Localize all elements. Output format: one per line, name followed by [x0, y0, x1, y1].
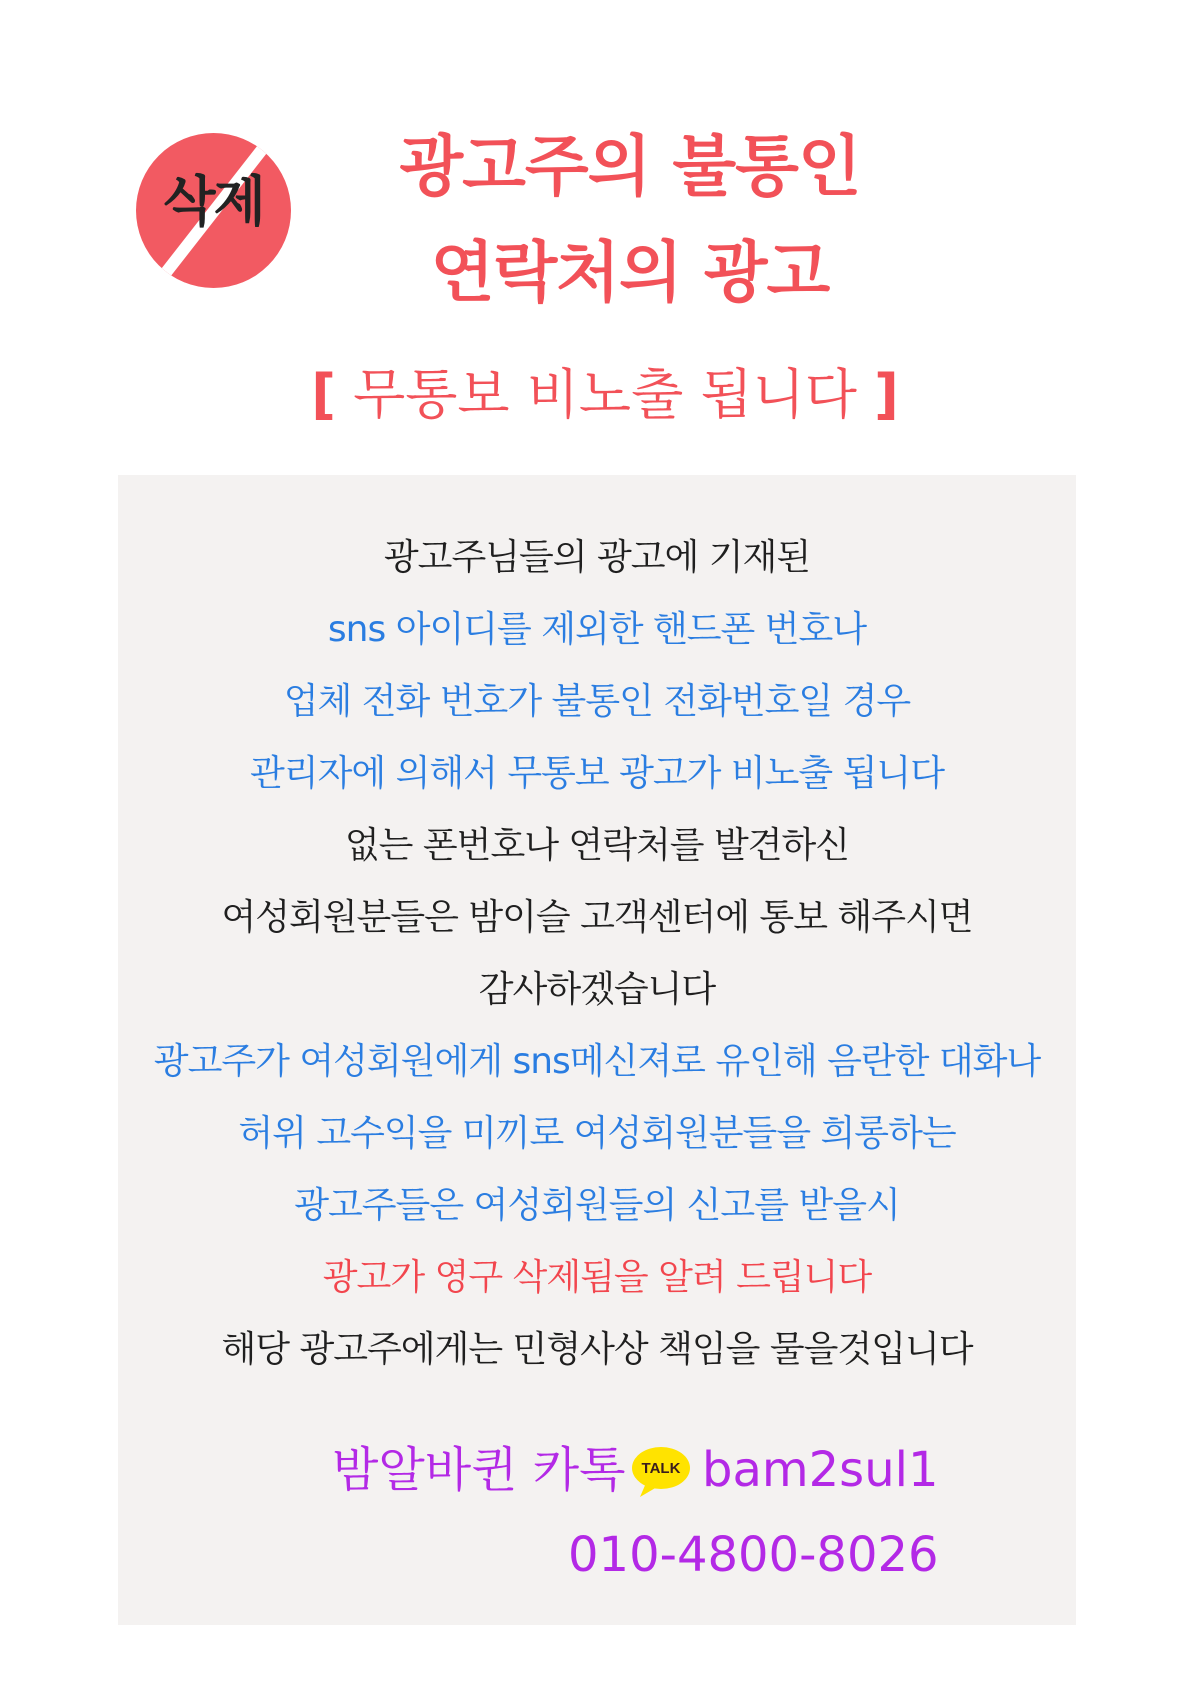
talk-badge-text: TALK — [641, 1460, 681, 1477]
notice-line: 허위 고수익을 미끼로 여성회원분들을 희롱하는 — [238, 1113, 956, 1154]
subtitle — [250, 360, 960, 430]
notice-line: 광고주가 여성회원에게 sns메신져로 유인해 음란한 대화나 — [153, 1041, 1041, 1082]
kakao-id[interactable]: bam2sul1 — [702, 1442, 939, 1498]
notice-line: 관리자에 의해서 무통보 광고가 비노출 됩니다 — [250, 753, 944, 794]
subtitle-text: 무통보 비노출 됩니다 — [353, 363, 857, 426]
notice-line: 광고주님들의 광고에 기재된 — [383, 537, 811, 578]
notice-line: 해당 광고주에게는 민형사상 책임을 물을것입니다 — [221, 1329, 973, 1370]
notice-line: 광고가 영구 삭제됨을 알려 드립니다 — [322, 1257, 872, 1298]
notice-line: sns 아이디를 제외한 핸드폰 번호나 — [327, 609, 867, 650]
subtitle-open-bracket: [ — [311, 363, 336, 426]
notice-line: 감사하겠습니다 — [478, 969, 716, 1010]
notice-panel — [118, 475, 1076, 1625]
notice-line: 업체 전화 번호가 불통인 전화번호일 경우 — [283, 681, 911, 722]
notice-line: 여성회원분들은 밤이슬 고객센터에 통보 해주시면 — [221, 897, 973, 938]
notice-line: 없는 폰번호나 연락처를 발견하신 — [344, 825, 850, 866]
title-line-1: 광고주의 불통인 — [399, 128, 861, 205]
badge-label: 삭제 — [163, 170, 264, 233]
phone-number[interactable]: 010-4800-8026 — [568, 1527, 939, 1583]
delete-badge — [136, 133, 291, 288]
subtitle-close-bracket: ] — [874, 363, 899, 426]
kakao-label: 밤알바퀸 카톡 — [332, 1442, 626, 1498]
title-line-2: 연락처의 광고 — [430, 234, 830, 311]
notice-line: 광고주들은 여성회원들의 신고를 받을시 — [294, 1185, 900, 1226]
kakaotalk-icon — [630, 1445, 692, 1499]
